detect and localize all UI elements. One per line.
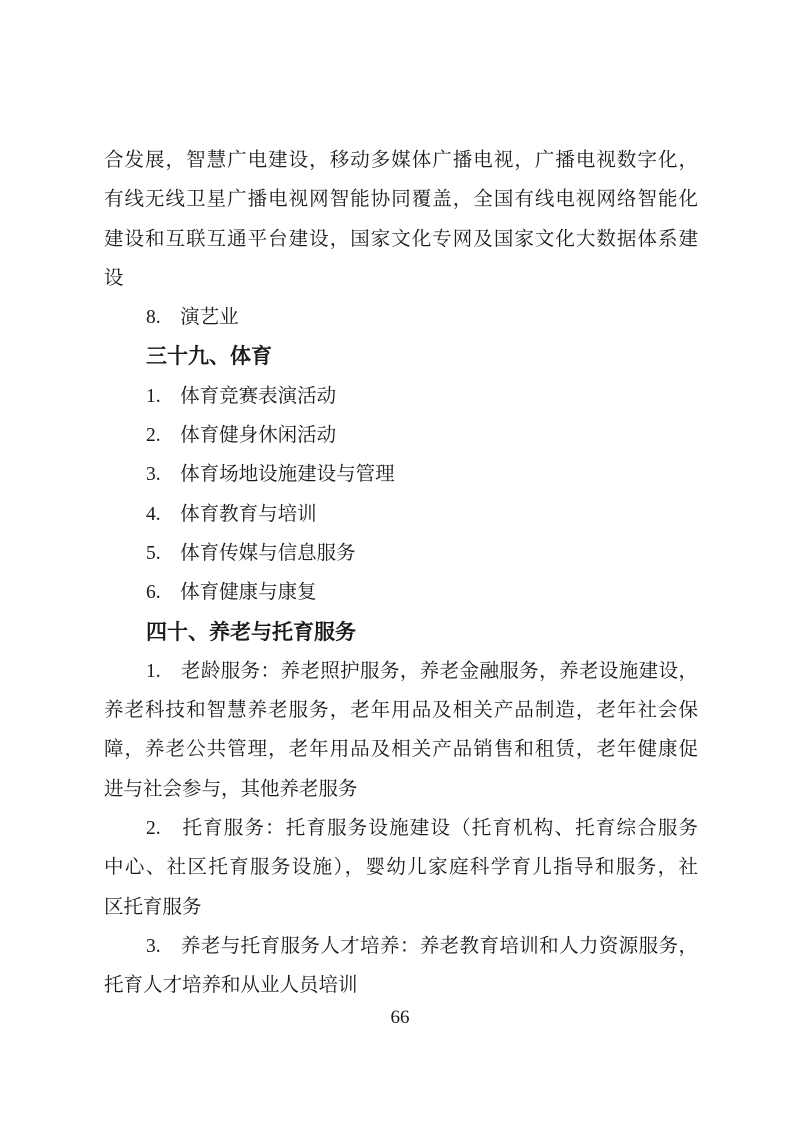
paragraph-line: 中心、社区托育服务设施），婴幼儿家庭科学育儿指导和服务，社 — [104, 857, 698, 879]
paragraph-line: 合发展，智慧广电建设，移动多媒体广播电视，广播电视数字化， — [104, 150, 698, 171]
list-item: 5. 体育传媒与信息服务 — [146, 542, 356, 564]
paragraph-line: 区托育服务 — [104, 896, 202, 918]
text-block — [104, 141, 698, 1006]
paragraph-line: 1. 老龄服务：养老照护服务，养老金融服务，养老设施建设， — [146, 660, 698, 682]
page-number: 66 — [390, 1007, 410, 1028]
paragraph-line: 有线无线卫星广播电视网智能协同覆盖，全国有线电视网络智能化 — [104, 189, 698, 211]
section-heading: 四十、养老与托育服务 — [146, 620, 356, 644]
section-heading: 三十九、体育 — [146, 345, 272, 369]
list-item: 8. 演艺业 — [146, 307, 239, 329]
paragraph-line: 2. 托育服务：托育服务设施建设（托育机构、托育综合服务 — [146, 818, 698, 840]
list-item: 4. 体育教育与培训 — [146, 503, 317, 525]
list-item: 6. 体育健康与康复 — [146, 582, 317, 604]
paragraph-line: 设 — [104, 267, 124, 289]
paragraph-line: 托育人才培养和从业人员培训 — [104, 975, 358, 997]
paragraph-line: 养老科技和智慧养老服务，老年用品及相关产品制造，老年社会保 — [104, 700, 698, 722]
paragraph-line: 障，养老公共管理，老年用品及相关产品销售和租赁，老年健康促 — [104, 739, 698, 761]
list-item: 2. 体育健身休闲活动 — [146, 425, 337, 447]
paragraph-line: 进与社会参与，其他养老服务 — [104, 778, 358, 800]
paragraph-line: 3. 养老与托育服务人才培养：养老教育培训和人力资源服务， — [146, 935, 698, 957]
list-item: 1. 体育竞赛表演活动 — [146, 385, 337, 407]
list-item: 3. 体育场地设施建设与管理 — [146, 464, 395, 486]
paragraph-line: 建设和互联互通平台建设，国家文化专网及国家文化大数据体系建 — [104, 228, 698, 250]
